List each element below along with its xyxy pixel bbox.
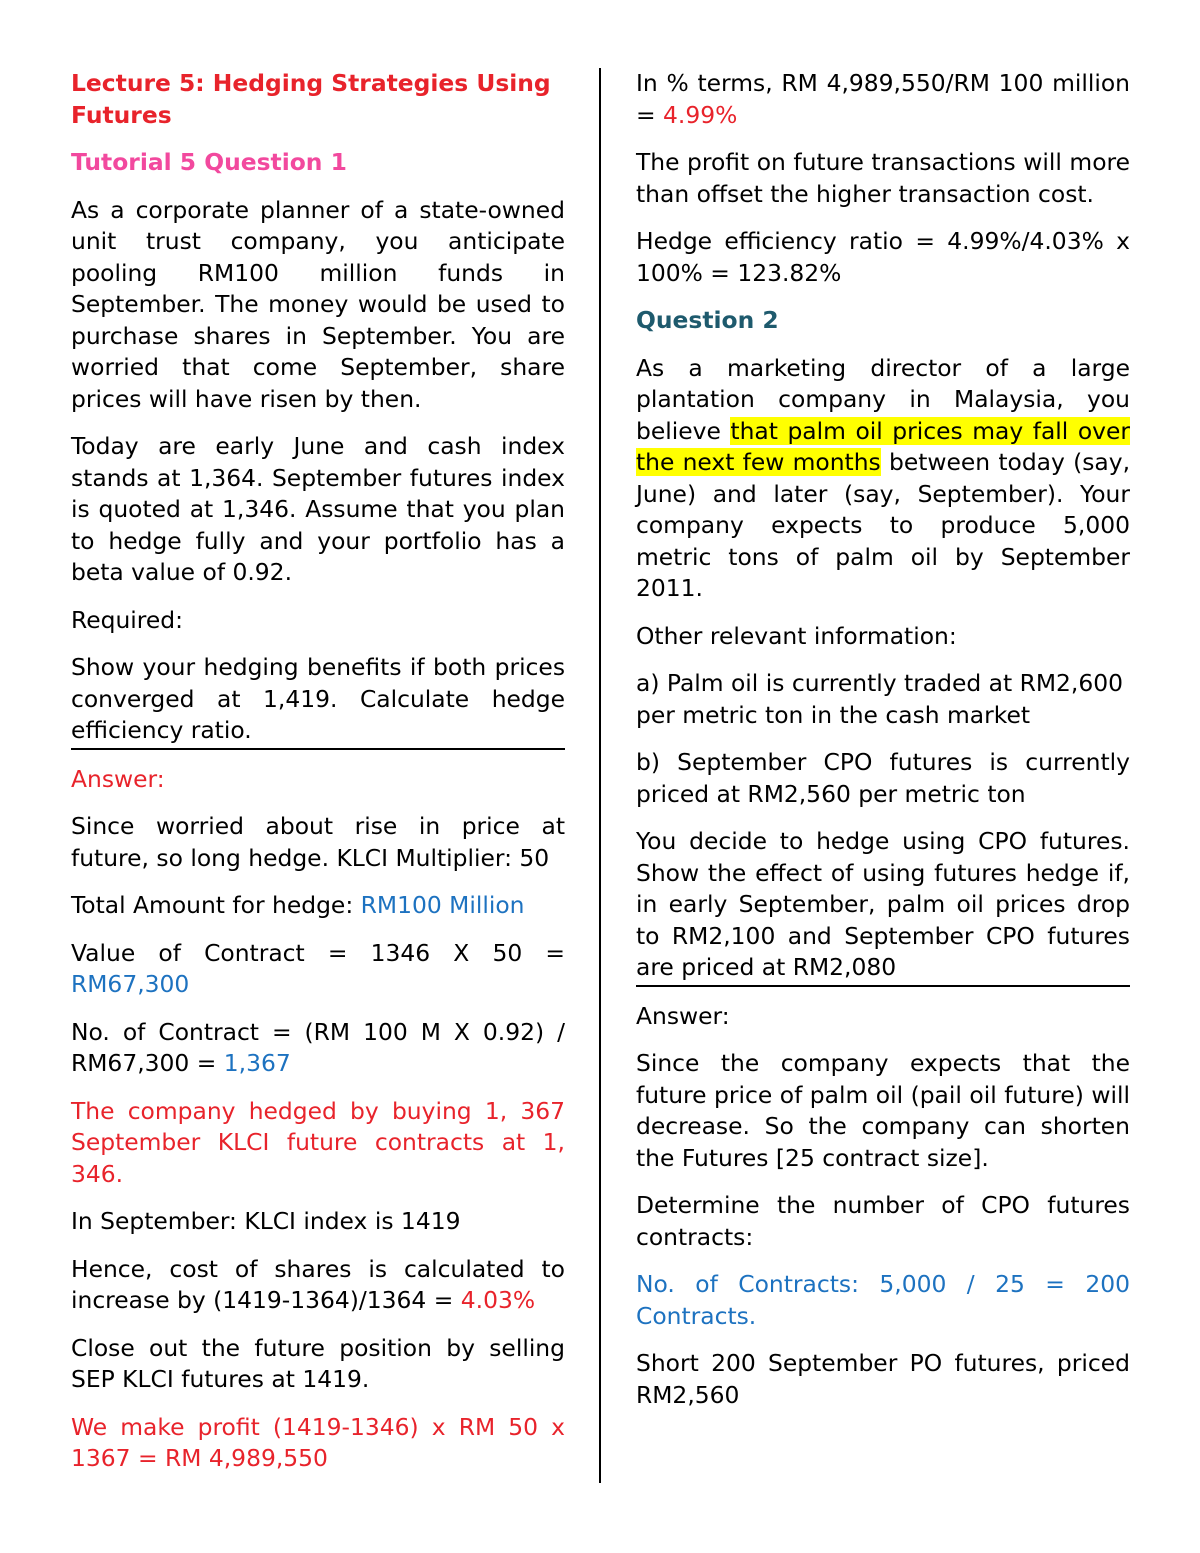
lecture-title: Lecture 5: Hedging Strategies Using Futures [71,69,551,129]
determine-text: Determine the number of CPO futures contracts: [636,1191,1130,1251]
since-text: Since worried about rise in price at future, so long hedge. KLCI Multiplier: 50 [71,812,565,872]
q2-text-before: As a marketing director of a large plantation company in Malaysia, you believe [636,353,1130,445]
efficiency-text: Hedge efficiency ratio = 4.99%/4.03% x 100% = 123.82% [636,227,1130,287]
column-divider [599,68,601,1483]
required-text: Show your hedging benefits if both prices converged at 1,419. Calculate hedge efficiency ratio. [71,653,565,744]
value-contract-line [71,938,565,1001]
item-b-text: b) September CPO futures is currently priced at RM2,560 per metric ton [636,748,1130,808]
no-contract-line [71,1017,565,1080]
in-september-text: In September: KLCI index is 1419 [71,1207,461,1235]
since-company-text: Since the company expects that the future price of palm oil (pail oil future) will decrease. So the company can shorten the Futures [25 contract size]. [636,1049,1130,1172]
pct-line [636,68,1130,131]
decide-text: You decide to hedge using CPO futures. Show the effect of using futures hedge if, in early September, palm oil prices drop to RM2,100 and September CPO futures are priced at RM2,080 [636,827,1130,981]
no-contracts-text: No. of Contracts: 5,000 / 25 = 200 Contracts. [636,1270,1130,1330]
profit-offset-text: The profit on future transactions will more than offset the higher transaction cost. [636,148,1130,208]
value-contract-value: RM67,300 [71,970,190,998]
profit-text: We make profit (1419-1346) x RM 50 x 1367 = RM 4,989,550 [71,1412,565,1472]
required-label: Required: [71,605,183,634]
total-amount-label: Total Amount for hedge: [71,891,361,919]
answer-label: Answer: [71,764,165,793]
q1-paragraph-1: As a corporate planner of a state-owned unit trust company, you anticipate pooling RM100 million funds in September. The money would be used to purchase shares in September. You are worried that come September, share prices will have risen by then. [71,195,565,413]
q2-text-after: between today (say, June) and later (say, September). Your company expects to produce 5,000 metric tons of palm oil by September 2011. [636,448,1130,602]
value-contract-label: Value of Contract = 1346 X 50 = [71,938,565,967]
right-column [636,68,1130,1427]
no-contract-value: 1,367 [223,1049,291,1077]
cost-label: Hence, cost of shares is calculated to increase by (1419-1364)/1364 = [71,1254,565,1314]
q2-paragraph [636,353,1130,605]
question-2-heading: Question 2 [636,306,779,334]
short-text: Short 200 September PO futures, priced RM2,560 [636,1349,1130,1409]
pct-value: 4.99% [663,100,738,129]
total-amount-line [71,890,565,922]
close-out-text: Close out the future position by selling SEP KLCI futures at 1419. [71,1333,565,1393]
q2-highlight: that palm oil prices may fall over the next few months [636,416,1130,476]
no-contract-label: No. of Contract = (RM 100 M X 0.92) / RM67,300 = [71,1017,565,1077]
cost-line [71,1254,565,1317]
answer-label-right: Answer: [636,1001,730,1030]
section-divider-right [636,985,1130,987]
tutorial-heading: Tutorial 5 Question 1 [71,148,347,176]
pct-label: In % terms, RM 4,989,550/RM 100 million = [636,69,1130,129]
item-a-text: a) Palm oil is currently traded at RM2,600 per metric ton in the cash market [636,669,1123,729]
cost-value: 4.03% [460,1286,536,1314]
company-hedged-text: The company hedged by buying 1, 367 September KLCI future contracts at 1, 346. [71,1096,565,1188]
other-info-label: Other relevant information: [636,621,957,650]
q1-paragraph-2: Today are early June and cash index stands at 1,364. September futures index is quoted at 1,346. Assume that you plan to hedge fully and your portfolio has a beta value of 0.92. [71,432,565,586]
section-divider-left [71,748,565,750]
total-amount-value: RM100 Million [360,891,525,919]
left-column [71,68,565,1491]
